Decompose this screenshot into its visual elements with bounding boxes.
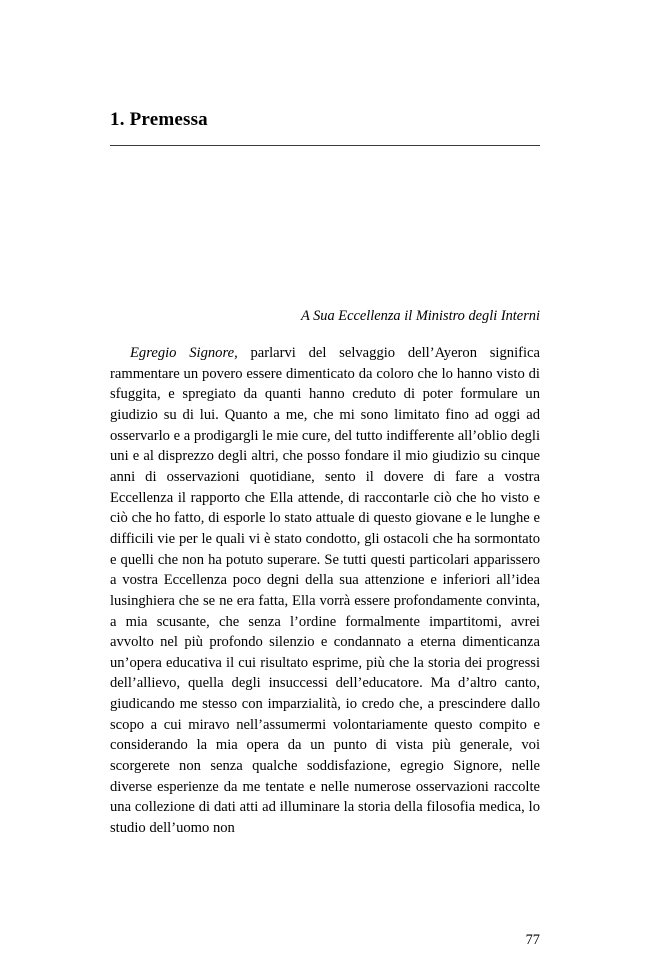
body-text: , parlarvi del selvaggio dell’Ayeron significa rammentare un povero essere dimenticato da coloro che lo hanno visto di sfuggita, e spregiato da quanti hanno creduto di poter formulare un giudizio su di lui. Quanto a me, che mi sono limitato fino ad oggi ad osservarlo e a prodigargli le mie cure, del tutto indifferente all’oblio degli uni e al disprezzo degli altri, che posso fondare il mio giudizio su cinque anni di osservazioni quotidiane, sento il dovere di fare a vostra Eccellenza il rapporto che Ella attende, di raccontarle ciò che ho visto e ciò che ho fatto, di esporle lo stato attuale di questo giovane e le lunghe e difficili vie per le quali vi è stato condotto, gli ostacoli che ha sormontato e quelli che non ha potuto superare. Se tutti questi particolari apparissero a vostra Eccellenza poco degni della sua attenzione e inferiori all’idea lusinghiera che se ne era fatta, Ella vorrà essere profondamente convinta, a mia scusante, che senza l’ordine formalmente impartitomi, avrei avvolto nel più profondo silenzio e condannato a eterna dimenticanza un’opera educativa il cui risultato esprime, più che la storia dei progressi dell’allievo, quella degli insuccessi dell’educatore. Ma d’altro canto, giudicando me stesso con imparzialità, io credo che, a prescindere dallo scopo a cui miravo nell’assumermi volontariamente questo compito e considerando la mia opera da un punto di vista più generale, voi scorgerete non senza qualche soddisfazione, egregio Signore, nelle diverse esperienze da me tentate e nelle numerose osservazioni raccolte una collezione di dati atti ad illuminare la storia della filosofia medica, lo studio dell’uomo non xyxy=(110,345,540,836)
page-title: 1. Premessa xyxy=(110,109,208,130)
page-number: 77 xyxy=(525,932,540,948)
body-paragraph xyxy=(110,343,540,838)
title-divider xyxy=(110,145,540,146)
dedication-line: A Sua Eccellenza il Ministro degli Interni xyxy=(300,307,540,324)
salutation-text: Egregio Signore xyxy=(130,345,235,362)
page-content xyxy=(110,109,540,948)
